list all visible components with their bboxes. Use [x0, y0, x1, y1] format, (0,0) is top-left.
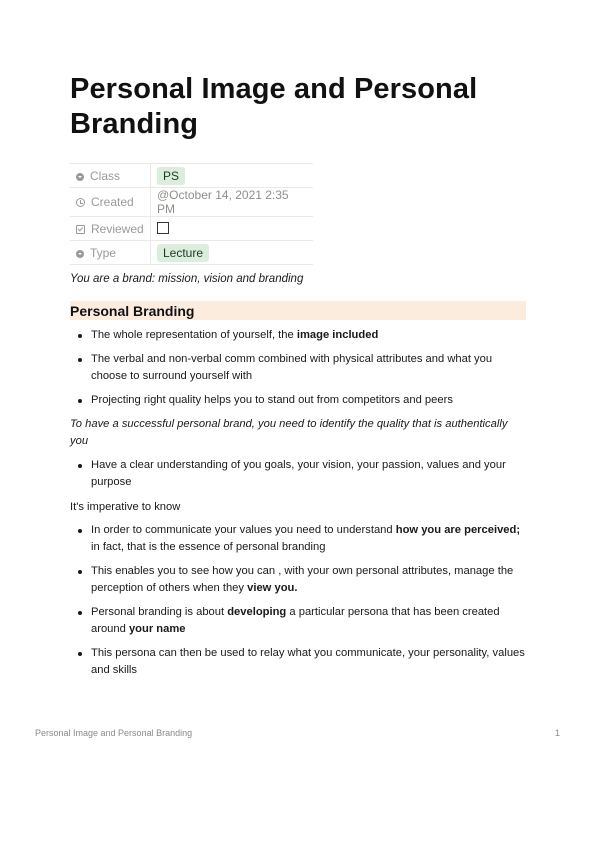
- reviewed-checkbox[interactable]: [157, 222, 169, 234]
- property-row-reviewed: [70, 217, 313, 241]
- list-item: Projecting right quality helps you to stand out from competitors and peers: [70, 392, 526, 409]
- list-item: The verbal and non-verbal comm combined with physical attributes and what you choose to surround yourself with: [70, 351, 526, 385]
- property-key: Type: [90, 245, 117, 260]
- section-heading: Personal Branding: [70, 301, 526, 320]
- bullet-list: [70, 522, 526, 679]
- page-content: [70, 72, 526, 686]
- property-key: Created: [91, 195, 134, 209]
- list-item: The whole representation of yourself, the image included: [70, 327, 526, 344]
- class-tag[interactable]: PS: [157, 167, 185, 185]
- select-icon: [76, 173, 84, 181]
- italic-paragraph: To have a successful personal brand, you need to identify the quality that is authentically you: [70, 418, 508, 447]
- checkbox-icon: [76, 225, 85, 234]
- type-tag[interactable]: Lecture: [157, 244, 209, 262]
- list-item: This persona can then be used to relay what you communicate, your personality, values and skills: [70, 645, 526, 679]
- bullet-list: [70, 327, 526, 409]
- list-item: In order to communicate your values you need to understand how you are perceived; in fact, that is the essence of personal branding: [70, 522, 526, 556]
- select-icon: [76, 250, 84, 258]
- properties-table: [70, 163, 313, 265]
- page-number: 1: [554, 728, 560, 738]
- clock-icon: [76, 198, 85, 207]
- paragraph: It's imperative to know: [70, 501, 181, 513]
- page-title: Personal Image and Personal Branding: [70, 73, 478, 140]
- caption-text: You are a brand: mission, vision and branding: [70, 273, 304, 285]
- page-footer: [35, 728, 560, 738]
- footer-title: Personal Image and Personal Branding: [35, 728, 193, 738]
- bullet-list: [70, 457, 526, 491]
- created-date: @October 14, 2021 2:35 PM: [157, 188, 289, 216]
- property-row-type: [70, 241, 313, 265]
- property-row-class: [70, 164, 313, 188]
- list-item: Personal branding is about developing a particular persona that has been created around your name: [70, 604, 526, 638]
- list-item: Have a clear understanding of you goals, your vision, your passion, values and your purpose: [70, 457, 526, 491]
- property-key: Class: [90, 168, 121, 183]
- property-row-created: [70, 188, 313, 217]
- list-item: This enables you to see how you can , with your own personal attributes, manage the perception of others when they view you.: [70, 563, 526, 597]
- property-key: Reviewed: [91, 221, 144, 236]
